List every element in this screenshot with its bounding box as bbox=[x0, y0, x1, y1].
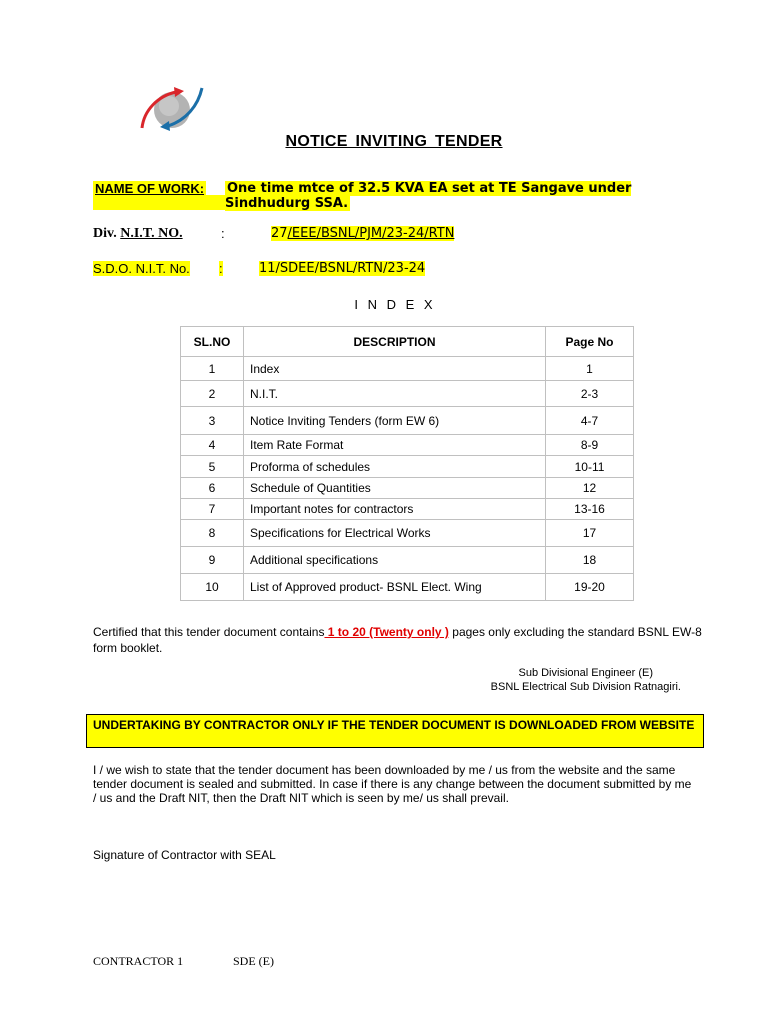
page-no-cell: 10-11 bbox=[546, 456, 634, 478]
name-of-work-label: NAME OF WORK: bbox=[95, 181, 205, 196]
table-row bbox=[181, 407, 634, 435]
div-nit-label: Div. N.I.T. NO. bbox=[93, 226, 183, 241]
table-row bbox=[181, 357, 634, 381]
description-cell: Notice Inviting Tenders (form EW 6) bbox=[244, 407, 546, 435]
description-cell: List of Approved product- BSNL Elect. Wing bbox=[244, 574, 546, 601]
description-cell: Additional specifications bbox=[244, 547, 546, 574]
sl-no-cell: 3 bbox=[181, 407, 244, 435]
sl-no-cell: 10 bbox=[181, 574, 244, 601]
sl-no-cell: 4 bbox=[181, 435, 244, 456]
contractor-signature-label: Signature of Contractor with SEAL bbox=[93, 848, 276, 862]
signatory-block bbox=[0, 666, 681, 694]
declaration-text: I / we wish to state that the tender document has been downloaded by me / us from the website and the same tender document is sealed and submitted. In case if there is any change between the document submitted by me / us and the Draft NIT, then the Draft NIT which is seen by me/ us shall prevail. bbox=[93, 763, 692, 805]
signatory-designation: Sub Divisional Engineer (E) bbox=[518, 667, 653, 679]
document-title: NOTICE INVITING TENDER bbox=[285, 133, 503, 150]
header-page-no: Page No bbox=[546, 327, 634, 357]
table-row bbox=[181, 574, 634, 601]
undertaking-heading: UNDERTAKING BY CONTRACTOR ONLY IF THE TENDER DOCUMENT IS DOWNLOADED FROM WEBSITE bbox=[86, 714, 704, 748]
page-no-cell: 4-7 bbox=[546, 407, 634, 435]
sdo-nit-value: 11/SDEE/BSNL/RTN/23-24 bbox=[259, 261, 426, 276]
sl-no-cell: 1 bbox=[181, 357, 244, 381]
table-row bbox=[181, 456, 634, 478]
page-no-cell: 17 bbox=[546, 520, 634, 547]
header-sl-no: SL.NO bbox=[181, 327, 244, 357]
page-no-cell: 1 bbox=[546, 357, 634, 381]
page-no-cell: 18 bbox=[546, 547, 634, 574]
div-nit-colon: : bbox=[221, 226, 225, 241]
table-row bbox=[181, 547, 634, 574]
signatory-office: BSNL Electrical Sub Division Ratnagiri. bbox=[490, 681, 681, 693]
sl-no-cell: 9 bbox=[181, 547, 244, 574]
table-row bbox=[181, 478, 634, 499]
index-heading: I N D E X bbox=[354, 297, 436, 312]
index-table bbox=[180, 326, 634, 601]
description-cell: Proforma of schedules bbox=[244, 456, 546, 478]
page-no-cell: 12 bbox=[546, 478, 634, 499]
page-no-cell: 13-16 bbox=[546, 499, 634, 520]
header-description: DESCRIPTION bbox=[244, 327, 546, 357]
description-cell: Item Rate Format bbox=[244, 435, 546, 456]
sl-no-cell: 7 bbox=[181, 499, 244, 520]
bsnl-logo-icon bbox=[136, 84, 208, 136]
table-row bbox=[181, 499, 634, 520]
table-row bbox=[181, 435, 634, 456]
page-no-cell: 19-20 bbox=[546, 574, 634, 601]
page-no-cell: 2-3 bbox=[546, 381, 634, 407]
table-row bbox=[181, 520, 634, 547]
sdo-nit-label: S.D.O. N.I.T. No. bbox=[93, 261, 190, 276]
sl-no-cell: 6 bbox=[181, 478, 244, 499]
sdo-nit-colon: : bbox=[219, 261, 223, 276]
div-nit-value: 27/EEE/BSNL/PJM/23-24/RTN bbox=[271, 226, 455, 241]
name-of-work-highlight bbox=[93, 195, 225, 210]
sl-no-cell: 5 bbox=[181, 456, 244, 478]
name-of-work-value: One time mtce of 32.5 KVA EA set at TE Sangave under Sindhudurg SSA. bbox=[225, 181, 632, 211]
sl-no-cell: 8 bbox=[181, 520, 244, 547]
description-cell: N.I.T. bbox=[244, 381, 546, 407]
page-range-highlight: 1 to 20 (Twenty only ) bbox=[324, 625, 449, 639]
description-cell: Index bbox=[244, 357, 546, 381]
description-cell: Schedule of Quantities bbox=[244, 478, 546, 499]
footer-sde: SDE (E) bbox=[233, 954, 274, 968]
page-no-cell: 8-9 bbox=[546, 435, 634, 456]
table-row bbox=[181, 381, 634, 407]
footer-contractor: CONTRACTOR 1 bbox=[93, 954, 184, 968]
description-cell: Important notes for contractors bbox=[244, 499, 546, 520]
description-cell: Specifications for Electrical Works bbox=[244, 520, 546, 547]
sl-no-cell: 2 bbox=[181, 381, 244, 407]
certification-text: Certified that this tender document contains 1 to 20 (Twenty only ) pages only excluding the standard BSNL EW-8 form booklet. bbox=[93, 625, 702, 655]
table-header-row bbox=[181, 327, 634, 357]
